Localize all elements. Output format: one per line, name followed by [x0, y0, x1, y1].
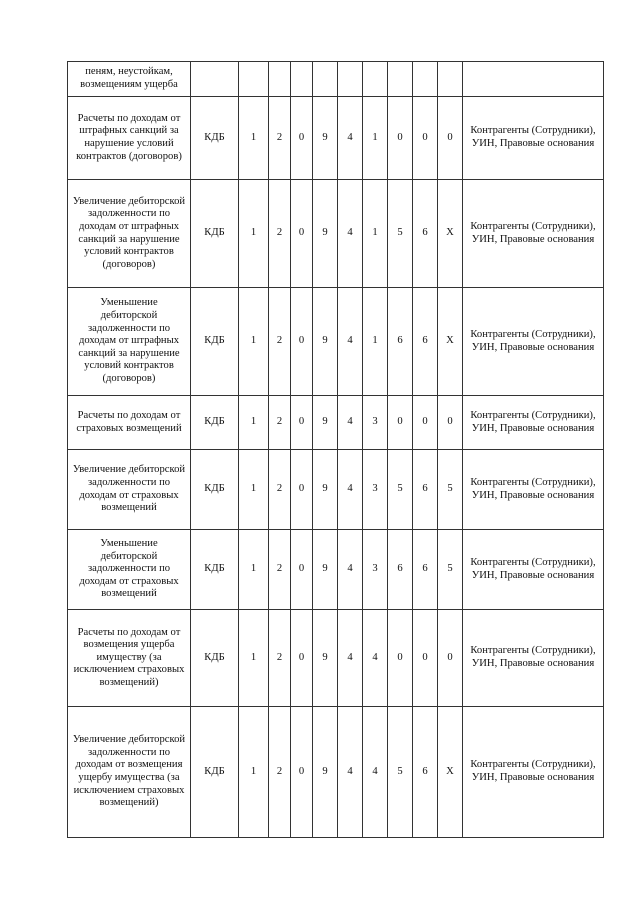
- account-digit-cell: [313, 62, 338, 97]
- account-digit-cell: 9: [313, 396, 338, 450]
- account-digit-cell: 2: [269, 180, 291, 288]
- account-digit-cell: 6: [413, 288, 438, 396]
- account-digit-cell: 4: [338, 97, 363, 180]
- account-digit-cell: 9: [313, 707, 338, 838]
- account-digit-cell: 1: [363, 288, 388, 396]
- account-digit-cell: 2: [269, 530, 291, 610]
- account-digit-cell: 0: [413, 396, 438, 450]
- account-digit-cell: 2: [269, 396, 291, 450]
- account-code-cell: КДБ: [191, 450, 239, 530]
- account-digit-cell: [438, 62, 463, 97]
- account-digit-cell: 1: [239, 180, 269, 288]
- table-row: [68, 450, 604, 530]
- account-digit-cell: 0: [388, 610, 413, 707]
- account-name-cell: Расчеты по доходам от страховых возмещений: [68, 396, 191, 450]
- table-row: [68, 610, 604, 707]
- account-digit-cell: 9: [313, 610, 338, 707]
- account-code-cell: КДБ: [191, 97, 239, 180]
- account-code-cell: [191, 62, 239, 97]
- account-digit-cell: 4: [338, 288, 363, 396]
- account-digit-cell: 5: [388, 450, 413, 530]
- account-code-cell: КДБ: [191, 610, 239, 707]
- account-digit-cell: 9: [313, 450, 338, 530]
- account-digit-cell: 1: [363, 180, 388, 288]
- account-code-cell: КДБ: [191, 707, 239, 838]
- account-digit-cell: [291, 62, 313, 97]
- account-digit-cell: 6: [413, 707, 438, 838]
- account-digit-cell: 0: [291, 97, 313, 180]
- account-digit-cell: 3: [363, 530, 388, 610]
- account-digit-cell: Х: [438, 180, 463, 288]
- account-digit-cell: 0: [388, 97, 413, 180]
- table-row: [68, 180, 604, 288]
- account-digit-cell: 2: [269, 707, 291, 838]
- account-digit-cell: [388, 62, 413, 97]
- account-digit-cell: 2: [269, 288, 291, 396]
- account-name-cell: Расчеты по доходам от возмещения ущерба имуществу (за исключением страховых возмещений): [68, 610, 191, 707]
- accounts-table-body: [68, 62, 604, 838]
- account-digit-cell: 1: [239, 288, 269, 396]
- account-digit-cell: 4: [338, 180, 363, 288]
- account-digit-cell: 4: [338, 707, 363, 838]
- analytics-cell: Контрагенты (Сотрудники), УИН, Правовые основания: [463, 530, 604, 610]
- account-digit-cell: 0: [291, 610, 313, 707]
- account-digit-cell: 2: [269, 97, 291, 180]
- analytics-cell: Контрагенты (Сотрудники), УИН, Правовые основания: [463, 288, 604, 396]
- analytics-cell: Контрагенты (Сотрудники), УИН, Правовые основания: [463, 610, 604, 707]
- account-digit-cell: 1: [239, 450, 269, 530]
- table-row: [68, 97, 604, 180]
- table-row: [68, 62, 604, 97]
- account-digit-cell: 1: [239, 707, 269, 838]
- account-digit-cell: 1: [363, 97, 388, 180]
- table-row: [68, 288, 604, 396]
- account-digit-cell: Х: [438, 288, 463, 396]
- account-digit-cell: 0: [388, 396, 413, 450]
- account-digit-cell: 3: [363, 450, 388, 530]
- account-digit-cell: 2: [269, 610, 291, 707]
- account-digit-cell: 1: [239, 396, 269, 450]
- account-digit-cell: 0: [438, 97, 463, 180]
- account-digit-cell: 6: [413, 180, 438, 288]
- account-digit-cell: 9: [313, 530, 338, 610]
- account-digit-cell: 0: [413, 97, 438, 180]
- table-row: [68, 707, 604, 838]
- analytics-cell: Контрагенты (Сотрудники), УИН, Правовые основания: [463, 180, 604, 288]
- account-digit-cell: 4: [338, 396, 363, 450]
- analytics-cell: Контрагенты (Сотрудники), УИН, Правовые основания: [463, 450, 604, 530]
- account-digit-cell: 5: [388, 180, 413, 288]
- account-digit-cell: 0: [291, 288, 313, 396]
- account-digit-cell: 1: [239, 530, 269, 610]
- account-name-cell: Увеличение дебиторской задолженности по доходам от возмещения ущербу имущества (за исключением страховых возмещений): [68, 707, 191, 838]
- account-digit-cell: 0: [438, 396, 463, 450]
- account-code-cell: КДБ: [191, 288, 239, 396]
- account-digit-cell: 5: [438, 450, 463, 530]
- analytics-cell: [463, 62, 604, 97]
- account-digit-cell: 4: [363, 610, 388, 707]
- account-digit-cell: 0: [291, 707, 313, 838]
- account-digit-cell: 4: [338, 450, 363, 530]
- account-digit-cell: 9: [313, 288, 338, 396]
- account-digit-cell: 2: [269, 450, 291, 530]
- account-name-cell: Уменьшение дебиторской задолженности по доходам от страховых возмещений: [68, 530, 191, 610]
- account-digit-cell: 0: [291, 530, 313, 610]
- table-row: [68, 530, 604, 610]
- account-name-cell: пеням, неустойкам, возмещениям ущерба: [68, 62, 191, 97]
- analytics-cell: Контрагенты (Сотрудники), УИН, Правовые основания: [463, 707, 604, 838]
- account-digit-cell: 4: [363, 707, 388, 838]
- account-code-cell: КДБ: [191, 530, 239, 610]
- account-digit-cell: 6: [413, 450, 438, 530]
- account-name-cell: Увеличение дебиторской задолженности по доходам от страховых возмещений: [68, 450, 191, 530]
- account-digit-cell: 0: [413, 610, 438, 707]
- account-digit-cell: [338, 62, 363, 97]
- account-digit-cell: 5: [438, 530, 463, 610]
- account-digit-cell: 3: [363, 396, 388, 450]
- account-digit-cell: 1: [239, 610, 269, 707]
- account-digit-cell: 5: [388, 707, 413, 838]
- account-digit-cell: 4: [338, 530, 363, 610]
- account-digit-cell: [363, 62, 388, 97]
- account-name-cell: Уменьшение дебиторской задолженности по доходам от штрафных санкций за нарушение условий контрактов (договоров): [68, 288, 191, 396]
- account-digit-cell: 9: [313, 97, 338, 180]
- account-digit-cell: [239, 62, 269, 97]
- account-digit-cell: 6: [388, 288, 413, 396]
- account-digit-cell: 0: [291, 180, 313, 288]
- accounts-table: [67, 61, 604, 838]
- account-code-cell: КДБ: [191, 396, 239, 450]
- account-digit-cell: 6: [413, 530, 438, 610]
- account-code-cell: КДБ: [191, 180, 239, 288]
- account-digit-cell: 9: [313, 180, 338, 288]
- analytics-cell: Контрагенты (Сотрудники), УИН, Правовые основания: [463, 396, 604, 450]
- account-digit-cell: 0: [291, 450, 313, 530]
- account-digit-cell: 0: [291, 396, 313, 450]
- account-digit-cell: [269, 62, 291, 97]
- account-digit-cell: 4: [338, 610, 363, 707]
- analytics-cell: Контрагенты (Сотрудники), УИН, Правовые основания: [463, 97, 604, 180]
- account-digit-cell: [413, 62, 438, 97]
- account-name-cell: Расчеты по доходам от штрафных санкций за нарушение условий контрактов (договоров): [68, 97, 191, 180]
- table-row: [68, 396, 604, 450]
- account-digit-cell: 6: [388, 530, 413, 610]
- account-name-cell: Увеличение дебиторской задолженности по доходам от штрафных санкций за нарушение условий контрактов (договоров): [68, 180, 191, 288]
- account-digit-cell: 1: [239, 97, 269, 180]
- account-digit-cell: Х: [438, 707, 463, 838]
- account-digit-cell: 0: [438, 610, 463, 707]
